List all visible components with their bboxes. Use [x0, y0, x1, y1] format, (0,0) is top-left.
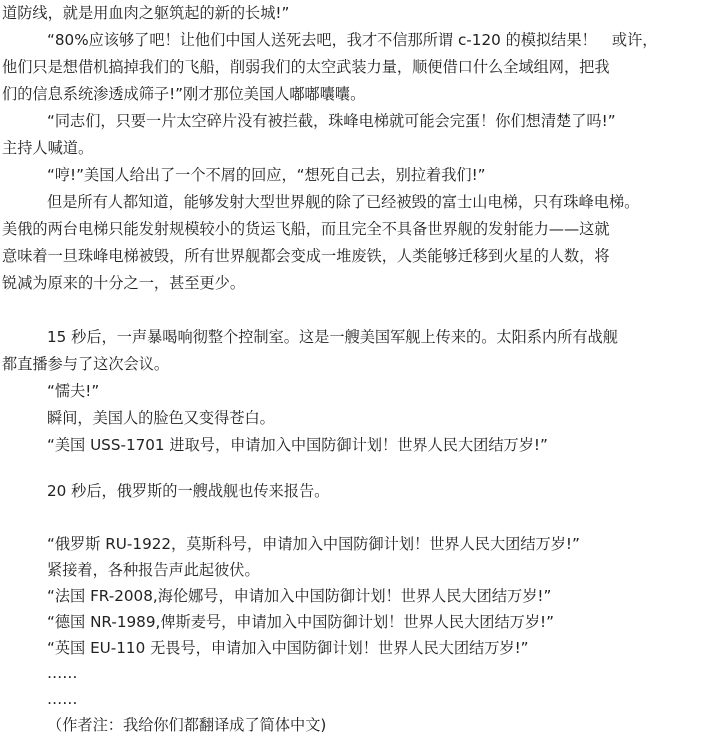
- text-line: 15 秒后，一声暴喝响彻整个控制室。这是一艘美国军舰上传来的。太阳系内所有战舰: [47, 328, 618, 346]
- text-line: 但是所有人都知道，能够发射大型世界舰的除了已经被毁的富士山电梯，只有珠峰电梯。: [47, 193, 640, 211]
- text-line: “懦夫!”: [47, 382, 100, 400]
- text-line: “英国 EU-110 无畏号，申请加入中国防御计划！世界人民大团结万岁!”: [47, 639, 529, 657]
- text-line: 都直播参与了这次会议。: [2, 355, 170, 373]
- text-line: 主持人喊道。: [2, 139, 94, 157]
- text-line: “80%应该够了吧！让他们中国人送死去吧，我才不信那所谓 c-120 的模拟结果！ 或许，: [47, 31, 658, 49]
- text-line: ……: [47, 690, 78, 708]
- text-line: 们的信息系统渗透成筛子!”刚才那位美国人嘟嘟囔囔。: [2, 85, 366, 103]
- text-line: 他们只是想借机搞掉我们的飞船，削弱我们的太空武装力量，顺便借口什么全域组网，把我: [2, 58, 610, 76]
- text-line: 20 秒后，俄罗斯的一艘战舰也传来报告。: [47, 482, 330, 500]
- text-line: 道防线，就是用血肉之躯筑起的新的长城!”: [2, 4, 290, 22]
- text-line: 美俄的两台电梯只能发射规模较小的货运飞船，而且完全不具备世界舰的发射能力——这就: [2, 220, 610, 238]
- text-line: 紧接着，各种报告声此起彼伏。: [47, 561, 260, 579]
- text-line: “德国 NR-1989,俾斯麦号，申请加入中国防御计划！世界人民大团结万岁!”: [47, 613, 554, 631]
- text-line: ……: [47, 664, 78, 682]
- text-line: “美国 USS-1701 进取号，申请加入中国防御计划！世界人民大团结万岁!”: [47, 436, 548, 454]
- text-line: 意味着一旦珠峰电梯被毁，所有世界舰都会变成一堆废铁，人类能够迁移到火星的人数，将: [2, 247, 610, 265]
- text-line: 瞬间，美国人的脸色又变得苍白。: [47, 409, 275, 427]
- text-line: “哼!”美国人给出了一个不屑的回应，“想死自己去，别拉着我们!”: [47, 166, 486, 184]
- text-line: 锐减为原来的十分之一，甚至更少。: [2, 274, 245, 292]
- text-line: “同志们，只要一片太空碎片没有被拦截，珠峰电梯就可能会完蛋！你们想清楚了吗!”: [47, 112, 616, 130]
- text-line: “俄罗斯 RU-1922，莫斯科号，申请加入中国防御计划！世界人民大团结万岁!”: [47, 535, 580, 553]
- text-line: （作者注：我给你们都翻译成了简体中文): [47, 716, 327, 734]
- text-line: “法国 FR-2008,海伦娜号，申请加入中国防御计划！世界人民大团结万岁!”: [47, 587, 552, 605]
